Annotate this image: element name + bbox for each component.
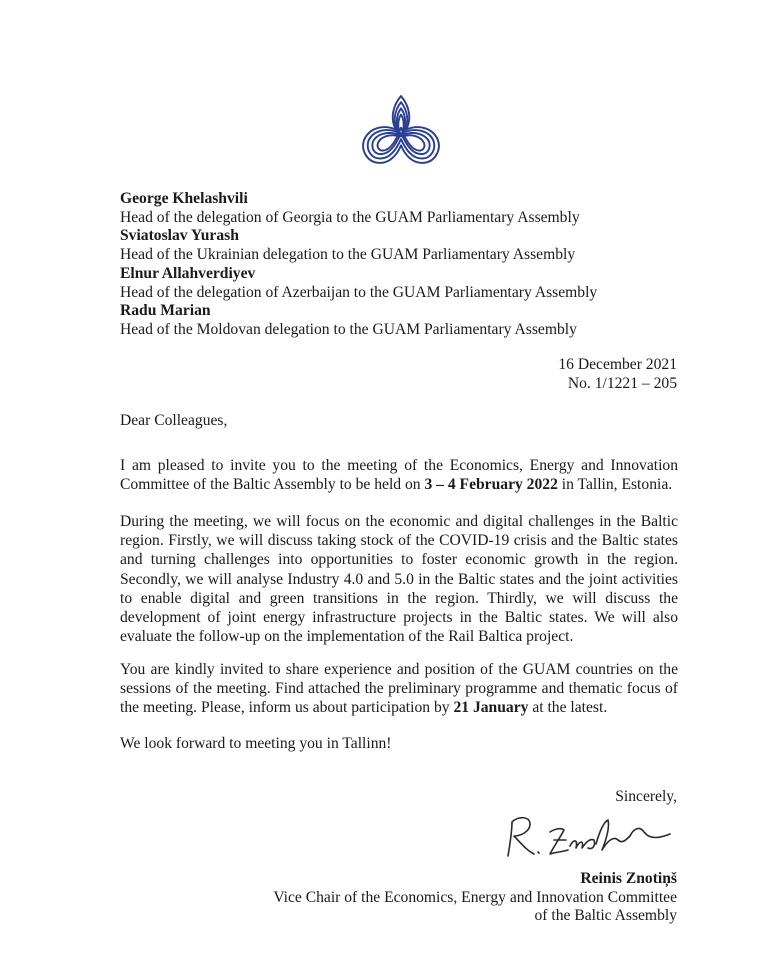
paragraph-closing-remark: [120, 734, 678, 753]
letter-meta: [558, 356, 677, 393]
letter-date: 16 December 2021: [558, 356, 677, 373]
letter-number: No. 1/1221 – 205: [567, 374, 677, 392]
signer-position: Vice Chair of the Economics, Energy and Innovation Committee: [273, 888, 677, 906]
meeting-dates: 3 – 4 February 2022: [424, 476, 558, 494]
addressee-title: Head of the delegation of Georgia to the GUAM Parliamentary Assembly: [120, 208, 580, 226]
addressee-title: Head of the Moldovan delegation to the GUAM Parliamentary Assembly: [120, 320, 577, 338]
signer-organization: of the Baltic Assembly: [534, 907, 677, 925]
deadline-date: 21 January: [453, 699, 529, 717]
signer-block: [273, 870, 677, 926]
paragraph-text: I am pleased to invite you to the meeting of the Economics, Energy and Innovation Committee of the Baltic Assembly to be held on: [120, 457, 678, 494]
addressee-title: Head of the Ukrainian delegation to the GUAM Parliamentary Assembly: [120, 246, 576, 264]
closing: Sincerely,: [615, 788, 677, 805]
paragraph-participation: [120, 660, 678, 718]
paragraph-text: in Tallin, Estonia.: [557, 476, 673, 494]
addressee-title: Head of the delegation of Azerbaijan to the GUAM Parliamentary Assembly: [120, 283, 598, 301]
addressee-name: Radu Marian: [120, 302, 211, 320]
addressee-block: [120, 190, 597, 340]
paragraph-text: You are kindly invited to share experience and position of the GUAM countries on the sessions of the meeting. Find attached the preliminary programme and thematic focus of the meeting. Please, inform us about participation by: [120, 661, 678, 717]
paragraph-text: We look forward to meeting you in Tallinn!: [120, 735, 392, 752]
salutation: Dear Colleagues,: [120, 412, 228, 429]
handwritten-signature: [500, 810, 678, 862]
addressee-name: Elnur Allahverdiyev: [120, 264, 256, 282]
paragraph-agenda: [120, 512, 678, 646]
paragraph-text: During the meeting, we will focus on the economic and digital challenges in the Baltic region. Firstly, we will discuss taking stock of the COVID-19 crisis and the Baltic states and turning challenges into opportunities to foster economic growth in the region. Secondly, we will analyse Industry 4.0 and 5.0 in the Baltic states and the joint activities to enable digital and green transitions in the region. Thirdly, we will discuss the development of joint energy infrastructure projects in the Baltic states. We will also evaluate the follow-up on the implementation of the Rail Baltica project.: [120, 513, 678, 646]
addressee-name: George Khelashvili: [120, 190, 248, 207]
paragraph-invitation: [120, 456, 678, 494]
baltic-assembly-logo-icon: [357, 92, 445, 174]
paragraph-text: at the latest.: [528, 699, 608, 717]
signer-name: Reinis Znotiņš: [580, 870, 677, 887]
addressee-name: Sviatoslav Yurash: [120, 227, 239, 245]
